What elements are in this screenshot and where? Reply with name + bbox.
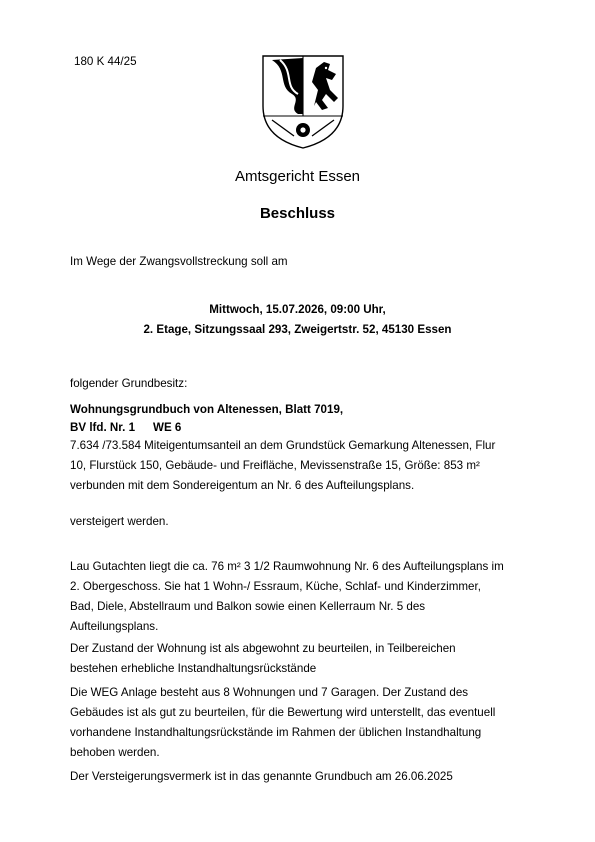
appointment-date: Mittwoch, 15.07.2026, 09:00 Uhr,: [209, 303, 386, 316]
auction-statement: versteigert werden.: [70, 515, 169, 528]
paragraph-line: vorhandene Instandhaltungsrückstände im Rahmen der üblichen Instandhaltung: [70, 726, 482, 739]
file-number: 180 K 44/25: [74, 55, 137, 68]
paragraph-line: Aufteilungsplans.: [70, 620, 159, 633]
property-description-line: verbunden mit dem Sondereigentum an Nr. 6 des Aufteilungsplans.: [70, 479, 415, 492]
land-register-entry: Wohnungsgrundbuch von Altenessen, Blatt 7019,: [70, 403, 344, 416]
paragraph-line: Gebäudes ist als gut zu beurteilen, für die Bewertung wird unterstellt, das eventuell: [70, 706, 496, 719]
paragraph-line: Bad, Diele, Abstellraum und Balkon sowie einen Kellerraum Nr. 5 des: [70, 600, 426, 613]
intro-text: Im Wege der Zwangsvollstreckung soll am: [70, 255, 288, 268]
appointment-location: 2. Etage, Sitzungssaal 293, Zweigertstr. 52, 45130 Essen: [143, 323, 452, 336]
we-number: WE 6: [153, 421, 182, 434]
paragraph-line: 2. Obergeschoss. Sie hat 1 Wohn-/ Essraum, Küche, Schlaf- und Kinderzimmer,: [70, 580, 481, 593]
paragraph-line: behoben werden.: [70, 746, 160, 759]
paragraph-line: Die WEG Anlage besteht aus 8 Wohnungen und 7 Garagen. Der Zustand des: [70, 686, 469, 699]
paragraph-line: Lau Gutachten liegt die ca. 76 m² 3 1/2 Raumwohnung Nr. 6 des Aufteilungsplans im: [70, 560, 504, 573]
property-intro: folgender Grundbesitz:: [70, 377, 188, 390]
paragraph-line: Der Versteigerungsvermerk ist in das genannte Grundbuch am 26.06.2025: [70, 770, 453, 783]
document-title: Beschluss: [259, 205, 336, 222]
court-name: Amtsgericht Essen: [234, 168, 361, 185]
paragraph-line: Der Zustand der Wohnung ist als abgewohnt zu beurteilen, in Teilbereichen: [70, 642, 456, 655]
paragraph-line: bestehen erhebliche Instandhaltungsrückstände: [70, 662, 317, 675]
nrw-coat-of-arms-icon: [258, 50, 348, 155]
property-description-line: 7.634 /73.584 Miteigentumsanteil an dem Grundstück Gemarkung Altenessen, Flur: [70, 439, 496, 452]
bv-number: BV lfd. Nr. 1: [70, 421, 136, 434]
property-description-line: 10, Flurstück 150, Gebäude- und Freifläche, Mevissenstraße 15, Größe: 853 m²: [70, 459, 480, 472]
